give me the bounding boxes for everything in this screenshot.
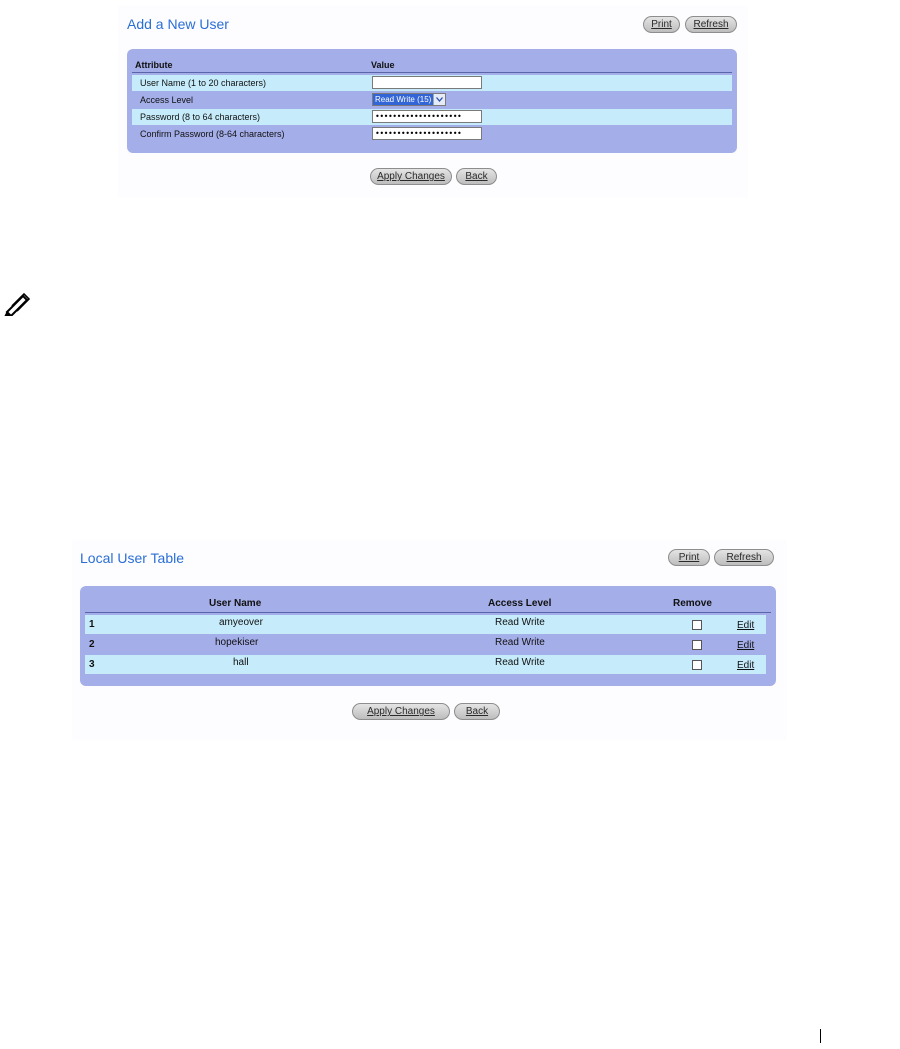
edit-link[interactable]: Edit <box>737 660 755 671</box>
local-user-panel <box>80 586 776 686</box>
remove-checkbox[interactable] <box>692 660 702 670</box>
row-number: 1 <box>89 619 95 630</box>
user-name-header: User Name <box>209 598 262 609</box>
user-name-cell: amyeover <box>219 617 263 628</box>
header-divider <box>132 72 732 73</box>
confirm-password-row <box>132 126 732 142</box>
user-name-label: User Name (1 to 20 characters) <box>140 78 267 88</box>
confirm-password-label: Confirm Password (8-64 characters) <box>140 129 285 139</box>
value-header: Value <box>371 60 395 70</box>
access-level-row <box>132 92 732 108</box>
header-divider <box>85 612 771 613</box>
edit-link[interactable]: Edit <box>737 620 755 631</box>
page-title: Add a New User <box>127 16 229 32</box>
row-number: 3 <box>89 659 95 670</box>
add-user-panel <box>127 49 737 153</box>
remove-header: Remove <box>673 598 712 609</box>
page-footer-divider <box>820 1029 821 1043</box>
back-button[interactable]: Back <box>454 703 500 720</box>
access-level-label: Access Level <box>140 95 194 105</box>
access-level-header: Access Level <box>488 598 552 609</box>
access-level-select[interactable] <box>372 93 446 106</box>
row-number: 2 <box>89 639 95 650</box>
refresh-button[interactable]: Refresh <box>685 16 737 33</box>
apply-changes-button[interactable]: Apply Changes <box>370 168 452 185</box>
remove-checkbox[interactable] <box>692 620 702 630</box>
print-button[interactable]: Print <box>668 549 710 566</box>
print-button[interactable]: Print <box>643 16 680 33</box>
table-row <box>85 635 766 654</box>
access-level-cell: Read Write <box>495 657 545 668</box>
access-level-cell: Read Write <box>495 637 545 648</box>
remove-checkbox[interactable] <box>692 640 702 650</box>
password-label: Password (8 to 64 characters) <box>140 112 261 122</box>
table-row <box>85 655 766 674</box>
user-name-input[interactable] <box>372 76 482 89</box>
edit-link[interactable]: Edit <box>737 640 755 651</box>
user-name-cell: hall <box>233 657 249 668</box>
user-name-row <box>132 75 732 91</box>
user-name-cell: hopekiser <box>215 637 259 648</box>
attribute-header: Attribute <box>135 60 173 70</box>
note-pencil-icon <box>4 292 32 316</box>
apply-changes-button[interactable]: Apply Changes <box>352 703 450 720</box>
confirm-password-input[interactable]: •••••••••••••••••••• <box>372 127 482 140</box>
table-title: Local User Table <box>80 550 185 566</box>
table-row <box>85 615 766 634</box>
access-level-value: Read Write (15) <box>375 95 432 104</box>
password-row <box>132 109 732 125</box>
password-input[interactable]: •••••••••••••••••••• <box>372 110 482 123</box>
chevron-down-icon <box>433 94 445 105</box>
back-button[interactable]: Back <box>456 168 497 185</box>
access-level-cell: Read Write <box>495 617 545 628</box>
refresh-button[interactable]: Refresh <box>714 549 774 566</box>
